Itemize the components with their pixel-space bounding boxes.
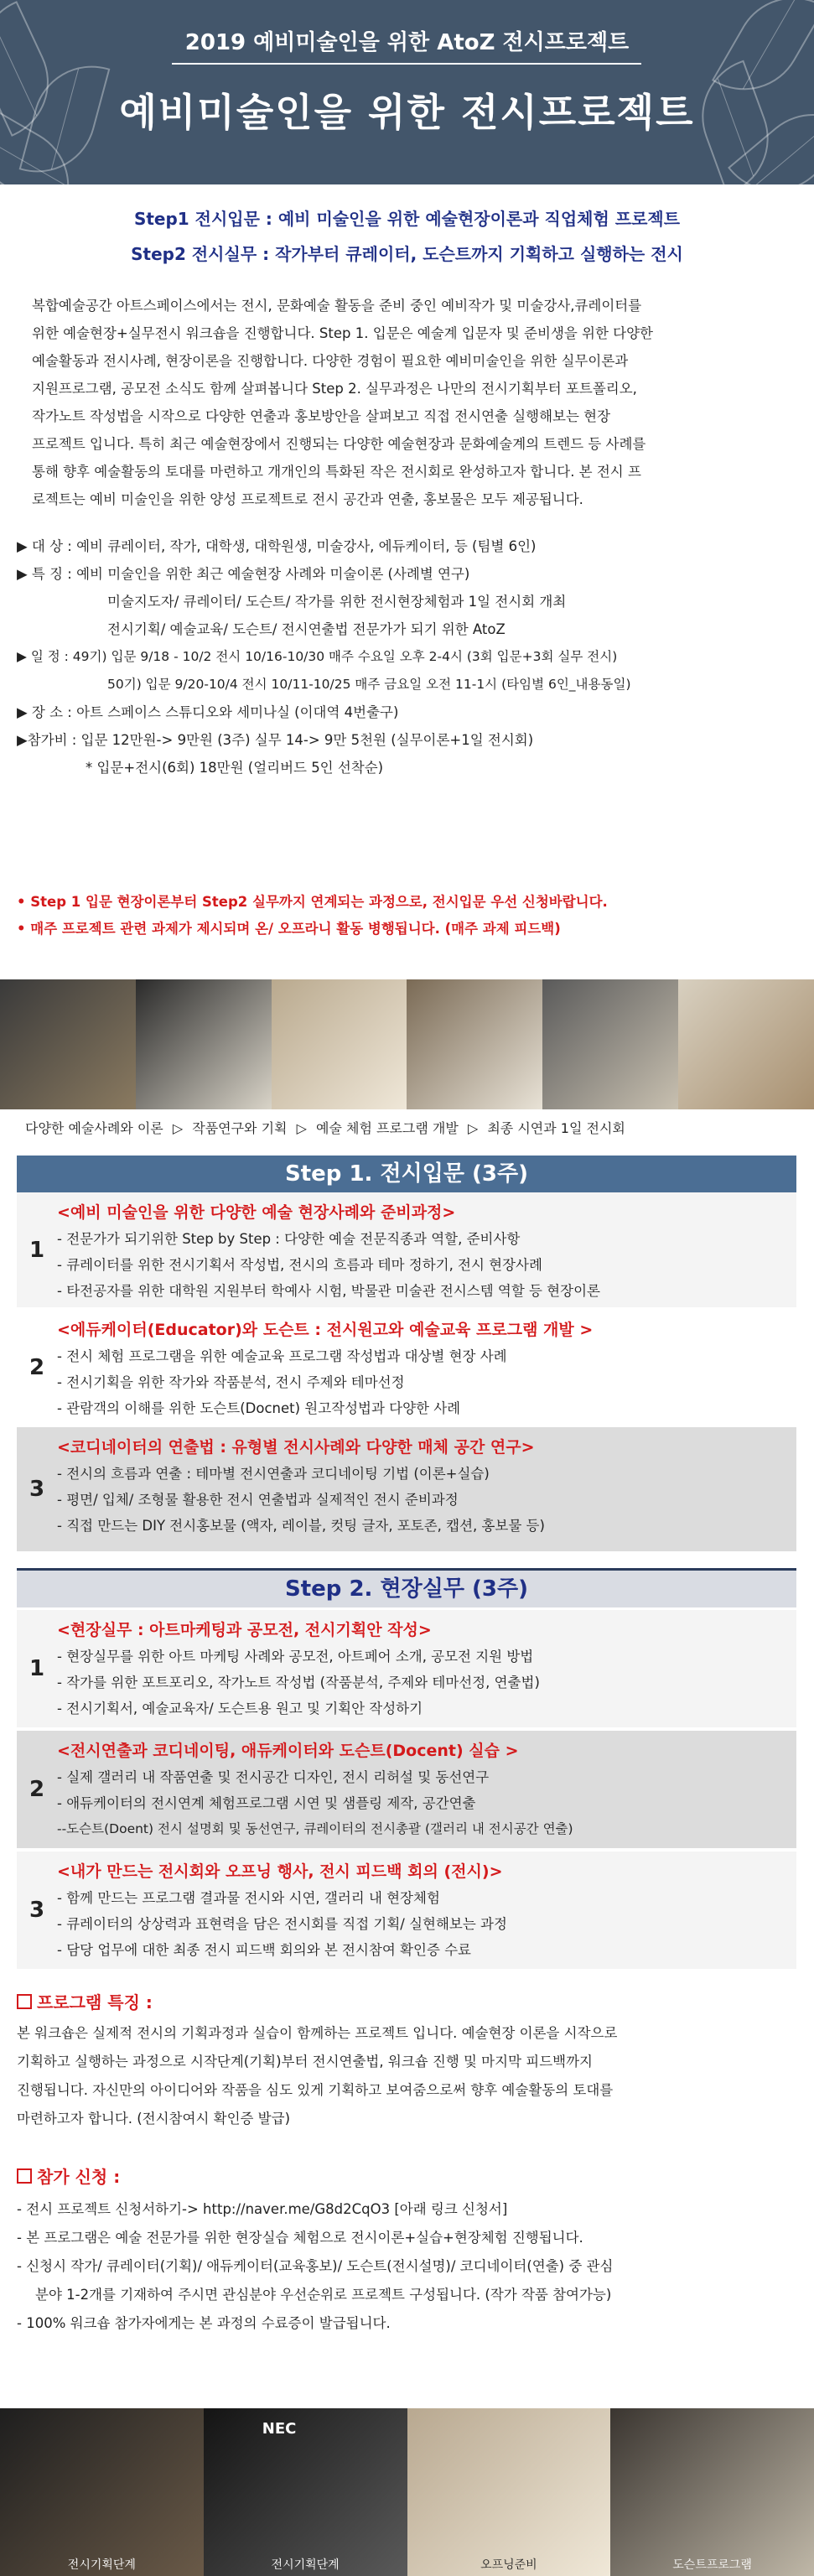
intro-line: 위한 예술현장+실무전시 워크숍을 진행합니다. Step 1. 입문은 예술계 입문자 및 준비생을 위한 다양한	[32, 325, 654, 341]
apply-line: - 본 프로그램은 예술 전문가를 위한 현장실습 체험으로 전시이론+실습+현장체험 진행됩니다.	[17, 2230, 583, 2246]
photo-caption: 도슨트프로그램	[672, 2558, 752, 2572]
module-item: - 큐레이터를 위한 전시기획서 작성법, 전시의 흐름과 테마 정하기, 전시 현장사례	[57, 1257, 542, 1273]
module-number: 3	[29, 1898, 45, 1923]
info-place: ▶ 장 소 : 아트 스페이스 스튜디오와 세미나실 (이대역 4번출구)	[17, 704, 399, 720]
step1-summary: Step1 전시입문 : 예비 미술인을 위한 예술현장이론과 직업체험 프로젝트	[133, 209, 681, 229]
program-feature-title: 프로그램 특징 :	[17, 1989, 153, 2013]
photo-caption: 예술 체험 프로그램 개발	[316, 1120, 459, 1136]
gallery-photo	[272, 979, 407, 1109]
photo-caption: 최종 시연과 1일 전시회	[487, 1120, 625, 1136]
apply-title: 참가 신청 :	[17, 2163, 120, 2188]
intro-line: 통해 향후 예술활동의 토대를 마련하고 개개인의 특화된 작은 전시회로 완성하고자 합니다. 본 전시 프	[32, 464, 641, 480]
module-title: <코디네이터의 연출법 : 유형별 전시사례와 다양한 매체 공간 연구>	[57, 1438, 535, 1457]
step2-module-1	[17, 1610, 796, 1727]
module-item: - 큐레이터의 상상력과 표현력을 담은 전시회를 직접 기획/ 실현해보는 과정	[57, 1916, 507, 1932]
module-item: - 현장실무를 위한 아트 마케팅 사례와 공모전, 아트페어 소개, 공모전 지원 방법	[57, 1649, 534, 1665]
module-title: <에듀케이터(Educator)와 도슨트 : 전시원고와 예술교육 프로그램 개발 >	[57, 1321, 594, 1339]
photo-caption: 작품연구와 기획	[192, 1120, 288, 1136]
module-number: 3	[29, 1477, 45, 1502]
page-title: 예비미술인을 위한 전시프로젝트	[119, 90, 695, 135]
info-feature-2: 미술지도자/ 큐레이터/ 도슨트/ 작가를 위한 전시현장체험과 1일 전시회 개최	[107, 594, 567, 610]
header-subtitle: 2019 예비미술인을 위한 AtoZ 전시프로젝트	[184, 30, 630, 55]
step2-module-3	[17, 1852, 796, 1969]
intro-line: 예술활동과 전시사례, 현장이론을 진행합니다. 다양한 경험이 필요한 예비미술인을 위한 실무이론과	[32, 353, 629, 369]
step1-module-1	[17, 1192, 796, 1307]
info-fee: ▶참가비 : 입문 12만원-> 9만원 (3주) 실무 14-> 9만 5천원 (실무이론+1일 전시회)	[17, 732, 534, 748]
intro-line: 복합예술공간 아트스페이스에서는 전시, 문화예술 활동을 준비 중인 예비작가 및 미술강사,큐레이터를	[32, 298, 642, 314]
step2-module-2	[17, 1731, 796, 1848]
photo-caption: 다양한 예술사례와 이론	[25, 1120, 163, 1136]
docent-photo	[610, 2408, 814, 2576]
step2-summary: Step2 전시실무 : 작가부터 큐레이터, 도슨트까지 기획하고 실행하는 전시	[131, 244, 683, 264]
program-feature-text	[17, 2019, 796, 2133]
module-title: <전시연출과 코디네이팅, 애듀케이터와 도슨트(Docent) 실습 >	[57, 1742, 519, 1760]
module-item: - 작가를 위한 포트포리오, 작가노트 작성법 (작품분석, 주제와 테마선정, 연출법)	[57, 1675, 540, 1690]
arrow-icon: ▷	[172, 1120, 184, 1136]
module-item: - 관람객의 이해를 위한 도슨트(Docnet) 원고작성법과 다양한 사례	[57, 1400, 461, 1416]
module-title: <내가 만드는 전시회와 오프닝 행사, 전시 피드백 회의 (전시)>	[57, 1862, 503, 1881]
arrow-icon: ▷	[296, 1120, 307, 1136]
apply-link-line[interactable]: - 전시 프로젝트 신청서하기-> http://naver.me/G8d2CqO3 [아래 링크 신청서]	[17, 2201, 508, 2217]
module-number: 2	[29, 1777, 45, 1802]
apply-line: 분야 1-2개를 기재하여 주시면 관심분야 우선순위로 프로젝트 구성됩니다. (작가 작품 참여가능)	[35, 2287, 612, 2303]
module-title: <예비 미술인을 위한 다양한 예술 현장사례와 준비과정>	[57, 1203, 456, 1222]
info-feature-3: 전시기획/ 예술교육/ 도슨트/ 전시연출법 전문가가 되기 위한 AtoZ	[107, 621, 506, 637]
checkbox-icon	[17, 1994, 32, 2009]
presentation-photo	[204, 2408, 407, 2576]
info-fee-earlybird: * 입문+전시(6회) 18만원 (얼리버드 5인 선착순)	[86, 760, 384, 776]
module-item: - 평면/ 입체/ 조형물 활용한 전시 연출법과 실제적인 전시 준비과정	[57, 1492, 459, 1508]
module-item: - 직접 만드는 DIY 전시홍보물 (액자, 레이블, 컷팅 글자, 포토존, 캡션, 홍보물 등)	[57, 1518, 545, 1534]
apply-line: - 100% 워크숍 참가자에게는 본 과정의 수료증이 발급됩니다.	[17, 2315, 391, 2331]
module-item: --도슨트(Doent) 전시 설명회 및 동선연구, 큐레이터의 전시총괄 (갤러리 내 전시공간 연출)	[57, 1821, 573, 1836]
photo-caption: 오프닝준비	[480, 2558, 537, 2572]
apply-section	[17, 2195, 796, 2338]
header-divider	[172, 63, 641, 65]
bottom-photo-strip	[0, 2408, 814, 2576]
info-feature: ▶ 특 징 : 예비 미술인을 위한 최근 예술현장 사례와 미술이론 (사례별 연구)	[17, 566, 470, 582]
info-schedule-49: ▶ 일 정 : 49기) 입문 9/18 - 10/2 전시 10/16-10/30 매주 수요일 오후 2-4시 (3회 입문+3회 실무 전시)	[17, 649, 618, 664]
nec-logo: NEC	[262, 2420, 297, 2438]
info-schedule-50: 50기) 입문 9/20-10/4 전시 10/11-10/25 매주 금요일 오전 11-1시 (타임별 6인_내용동일)	[107, 677, 631, 692]
module-item: - 함께 만드는 프로그램 결과물 전시와 시연, 갤러리 내 현장체험	[57, 1890, 440, 1906]
module-number: 1	[29, 1656, 45, 1681]
module-item: - 전시기획서, 예술교육자/ 도슨트용 원고 및 기획안 작성하기	[57, 1701, 423, 1716]
header-banner	[0, 0, 814, 184]
intro-paragraph	[32, 292, 786, 513]
module-item: - 전시의 흐름과 연출 : 테마별 전시연출과 코디네이팅 기법 (이론+실습)	[57, 1466, 490, 1482]
step1-module-3	[17, 1427, 796, 1551]
intro-line: 프로젝트 입니다. 특히 최근 예술현장에서 진행되는 다양한 예술현장과 문화예술계의 트렌드 등 사례를	[32, 436, 646, 452]
module-item: - 전시 체험 프로그램을 위한 예술교육 프로그램 작성법과 대상별 현장 사례	[57, 1348, 507, 1364]
gallery-photo	[407, 979, 542, 1109]
info-target: ▶ 대 상 : 예비 큐레이터, 작가, 대학생, 대학원생, 미술강사, 에듀케이터, 등 (팀별 6인)	[17, 538, 537, 554]
gallery-photo	[407, 2408, 611, 2576]
arrow-icon: ▷	[467, 1120, 479, 1136]
gallery-photo	[678, 979, 814, 1109]
intro-line: 로젝트는 예비 미술인을 위한 양성 프로젝트로 전시 공간과 연출, 홍보물은 모두 제공됩니다.	[32, 491, 583, 507]
notice-line: • 매주 프로젝트 관련 과제가 제시되며 온/ 오프라니 활동 병행됩니다. (매주 과제 피드백)	[17, 921, 561, 937]
module-number: 1	[29, 1237, 45, 1263]
step1-module-2	[17, 1310, 796, 1425]
intro-line: 작가노트 작성법을 시작으로 다양한 연출과 홍보방안을 살펴보고 직접 전시연출 실행해보는 현장	[32, 408, 611, 424]
module-item: - 애듀케이터의 전시연계 체험프로그램 시연 및 샘플링 제작, 공간연출	[57, 1795, 476, 1811]
program-line: 기획하고 실행하는 과정으로 시작단계(기획)부터 전시연출법, 워크숍 진행 및 마지막 피드백까지	[17, 2054, 593, 2070]
module-item: - 전시기획을 위한 작가와 작품분석, 전시 주제와 테마선정	[57, 1374, 405, 1390]
module-number: 2	[29, 1354, 45, 1380]
workshop-photo	[136, 979, 272, 1109]
program-info	[17, 532, 796, 782]
step2-header: Step 2. 현장실무 (3주)	[17, 1568, 796, 1607]
workshop-photo	[0, 979, 136, 1109]
step1-header: Step 1. 전시입문 (3주)	[17, 1156, 796, 1192]
program-line: 진행됩니다. 자신만의 아이디어와 작품을 심도 있게 기획하고 보여줌으로써 향후 예술활동의 토대를	[17, 2082, 614, 2098]
module-title: <현장실무 : 아트마케팅과 공모전, 전시기획안 작성>	[57, 1621, 432, 1639]
notice-line: • Step 1 입문 현장이론부터 Step2 실무까지 연계되는 과정으로, 전시입문 우선 신청바랍니다.	[17, 894, 608, 910]
workshop-photo	[0, 2408, 204, 2576]
program-line: 마련하고자 합니다. (전시참여시 확인증 발급)	[17, 2111, 291, 2127]
module-item: - 실제 갤러리 내 작품연출 및 전시공간 디자인, 전시 리허설 및 동선연구	[57, 1769, 490, 1785]
checkbox-icon	[17, 2168, 32, 2184]
photo-captions	[25, 1118, 805, 1137]
module-item: - 전문가가 되기위한 Step by Step : 다양한 예술 전문직종과 역할, 준비사항	[57, 1231, 521, 1247]
module-item: - 타전공자를 위한 대학원 지원부터 학예사 시험, 박물관 미술관 전시스템 역할 등 현장이론	[57, 1283, 600, 1299]
program-line: 본 워크숍은 실제적 전시의 기획과정과 실습이 함께하는 프로젝트 입니다. 예술현장 이론을 시작으로	[17, 2025, 618, 2041]
photo-strip	[0, 979, 814, 1109]
module-item: - 담당 업무에 대한 최종 전시 피드백 회의와 본 전시참여 확인증 수료	[57, 1942, 472, 1958]
photo-caption: 전시기획단계	[67, 2558, 136, 2572]
photo-caption: 전시기획단계	[271, 2558, 340, 2572]
apply-line: - 신청시 작가/ 큐레이터(기획)/ 애듀케이터(교육홍보)/ 도슨트(전시설명)/ 코디네이터(연출) 중 관심	[17, 2258, 614, 2274]
intro-line: 지원프로그램, 공모전 소식도 함께 살펴봅니다 Step 2. 실무과정은 나만의 전시기획부터 포트폴리오,	[32, 381, 637, 397]
workshop-photo	[542, 979, 678, 1109]
notice	[17, 889, 796, 943]
